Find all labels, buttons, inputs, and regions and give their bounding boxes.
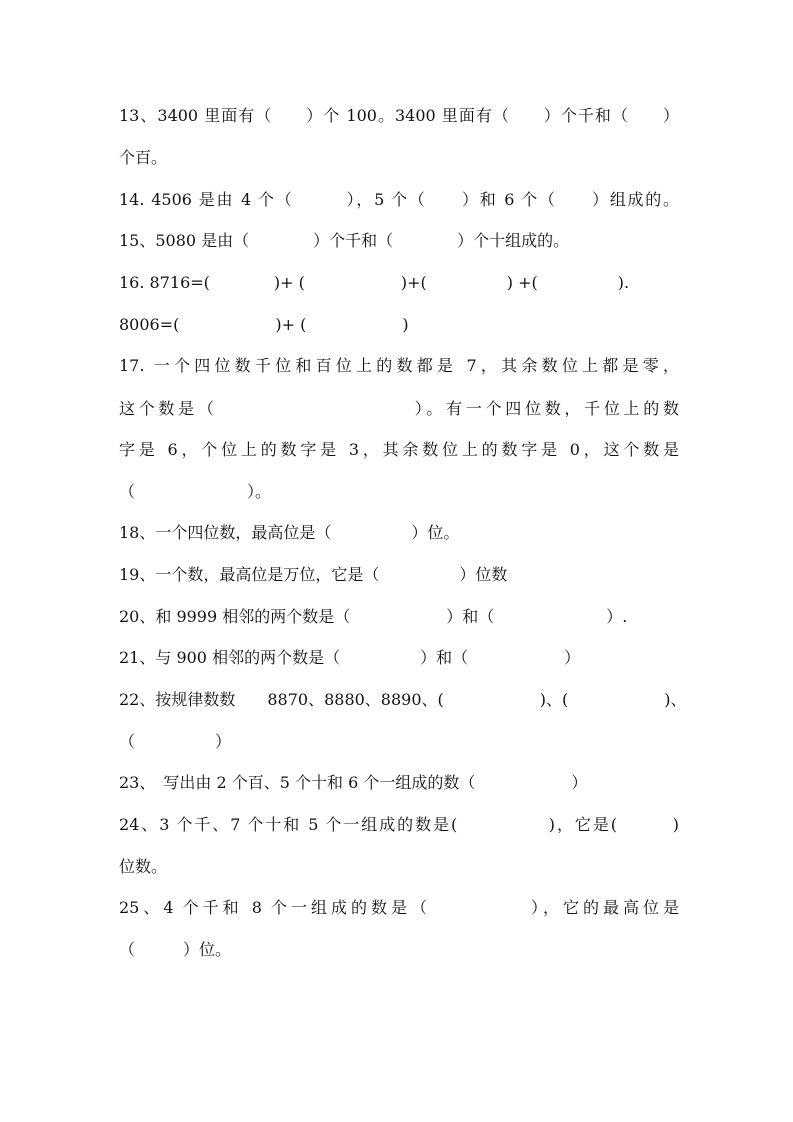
question-20-line-1: 20、和 9999 相邻的两个数是（ ）和（ ）. (119, 607, 628, 626)
question-25-line-1: 25、4 个千和 8 个一组成的数是（ ），它的最高位是 (119, 898, 679, 917)
question-17-line-1: 17. 一个四位数千位和百位上的数都是 7，其余数位上都是零， (119, 356, 679, 375)
question-16-line-2: 8006=( )+ ( ) (119, 315, 409, 334)
question-17-line-2: 这个数是（ ）。有一个四位数，千位上的数 (119, 399, 679, 418)
question-16-line-1: 16. 8716=( )+ ( )+( ) +( ). (119, 273, 630, 292)
question-15-line-1: 15、5080 是由（ ）个千和（ ）个十组成的。 (119, 231, 570, 250)
question-18-line-1: 18、一个四位数，最高位是（ ）位。 (119, 523, 460, 542)
question-17-line-4: （ ）。 (119, 482, 272, 501)
question-25-line-2: （ ）位。 (119, 940, 232, 959)
question-21-line-1: 21、与 900 相邻的两个数是（ ）和（ ） (119, 648, 581, 667)
question-24-line-1: 24、3 个千、7 个十和 5 个一组成的数是( )，它是( ) (119, 815, 679, 834)
question-24-line-2: 位数。 (119, 857, 168, 876)
question-13-line-1: 13、3400 里面有（ ）个 100。3400 里面有（ ）个千和（ ） (119, 106, 679, 125)
question-17-line-3: 字是 6，个位上的数字是 3，其余数位上的数字是 0，这个数是 (119, 440, 679, 459)
question-13-line-2: 个百。 (119, 148, 168, 167)
question-14-line-1: 14. 4506 是由 4 个（ ），5 个（ ）和 6 个（ ）组成的。 (119, 190, 679, 209)
question-19-line-1: 19、一个数，最高位是万位，它是（ ）位数 (119, 565, 508, 584)
question-23-line-1: 23、 写出由 2 个百、5 个十和 6 个一组成的数（ ） (119, 773, 588, 792)
question-22-line-1: 22、按规律数数 8870、8880、8890、( )、( )、 (119, 690, 687, 709)
question-22-line-2: （ ） (119, 732, 232, 751)
